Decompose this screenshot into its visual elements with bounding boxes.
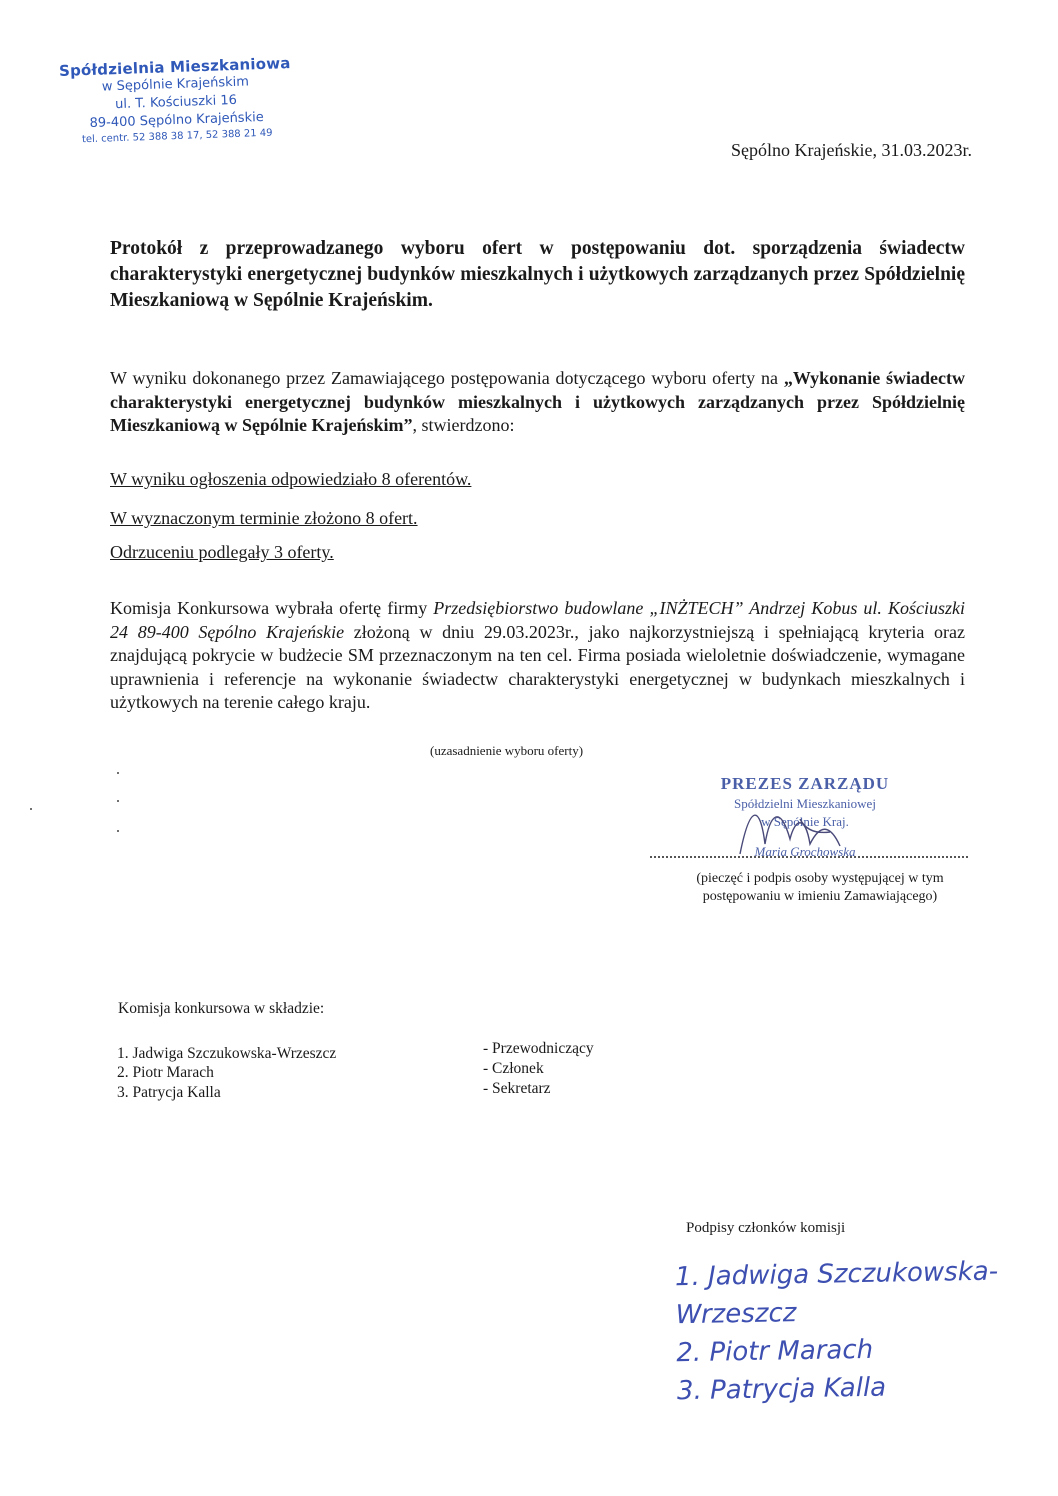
intro-subject: „Wykonanie świadectw charakterystyki energetycznej budynków mieszkalnych i użytkowych zarządzanych przez Spółdzielnię Mieszkaniową w Sępólnie Krajeńskim” xyxy=(110,368,966,435)
stamp-line-4: 89-400 Sępólno Krajeńskie xyxy=(89,109,264,132)
handwritten-signatures xyxy=(675,1252,1048,1410)
committee-member-name: 2. Piotr Marach xyxy=(117,1064,214,1081)
intro-paragraph xyxy=(110,367,965,438)
signature-line xyxy=(650,856,968,858)
margin-mark xyxy=(117,830,119,832)
decision-tail: złożoną w dniu 29.03.2023r., jako najkorzystniejszą i spełniającą kryteria oraz znajdującą pokrycie w budżecie SM przeznaczonym na ten cel. Firma posiada wieloletnie doświadczenie, wymagane uprawnienia i referencje na wykonanie świadectw charakterystyki energetycznej w budynkach mieszkalnych i użytkowych na terenie całego kraju. xyxy=(110,621,965,712)
chairman-signature-scribble xyxy=(710,784,900,864)
committee-member-role: - Sekretarz xyxy=(483,1080,551,1097)
handwritten-signature-3: 3. Patrycja Kalla xyxy=(676,1372,887,1407)
handwritten-signature-2: 2. Piotr Marach xyxy=(676,1334,874,1369)
handwritten-signature-1: 1. Jadwiga Szczukowska-Wrzeszcz xyxy=(674,1256,999,1331)
chairman-stamp-org: Spółdzielni Mieszkaniowej xyxy=(734,796,876,811)
justification-label: (uzasadnienie wyboru oferty) xyxy=(430,743,584,758)
intro-lead: W wyniku dokonanego przez Zamawiającego postępowania dotyczącego wyboru oferty na xyxy=(110,368,778,388)
stamp-line-5: tel. centr. 52 388 38 17, 52 388 21 49 xyxy=(81,127,273,146)
chairman-stamp-name: Maria Grochowska xyxy=(754,844,856,859)
chairman-stamp-location: w Sępólnie Kraj. xyxy=(761,814,849,829)
committee-member-role: - Członek xyxy=(483,1060,544,1077)
cooperative-stamp xyxy=(55,54,298,148)
finding-2: W wyznaczonym terminie złożono 8 ofert. xyxy=(110,508,418,528)
intro-tail: , stwierdzono: xyxy=(412,415,515,435)
decision-lead: Komisja Konkursowa wybrała ofertę firmy xyxy=(110,598,434,618)
signature-caption-line-1: (pieczęć i podpis osoby występującej w tym xyxy=(696,871,944,886)
document-date: Sępólno Krajeńskie, 31.03.2023r. xyxy=(731,140,972,160)
chairman-stamp xyxy=(690,774,920,860)
stamp-line-1: Spółdzielnia Mieszkaniowa xyxy=(58,53,291,81)
margin-mark xyxy=(117,800,119,802)
margin-mark xyxy=(117,772,119,774)
committee-member-name: 1. Jadwiga Szczukowska-Wrzeszcz xyxy=(117,1045,337,1062)
finding-3: Odrzuceniu podlegały 3 oferty. xyxy=(110,542,334,562)
committee-member-name: 3. Patrycja Kalla xyxy=(117,1084,221,1101)
finding-1: W wyniku ogłoszenia odpowiedziało 8 oferentów. xyxy=(110,469,472,489)
margin-mark xyxy=(30,808,32,810)
stamp-line-2: w Sępólnie Krajeńskim xyxy=(101,74,250,95)
decision-paragraph xyxy=(110,597,965,715)
signatures-heading: Podpisy członków komisji xyxy=(686,1220,846,1236)
stamp-line-3: ul. T. Kościuszki 16 xyxy=(114,92,238,113)
document-title: Protokół z przeprowadzanego wyboru ofert w postępowaniu dot. sporządzenia świadectw charakterystyki energetycznej budynków mieszkalnych i użytkowych zarządzanych przez Spółdzielnię Mieszkaniową w Sępólnie Krajeńskim. xyxy=(110,238,965,311)
signature-caption xyxy=(660,870,980,906)
committee-member-role: - Przewodniczący xyxy=(483,1040,594,1057)
chairman-stamp-title: PREZES ZARZĄDU xyxy=(720,774,890,793)
committee-heading: Komisja konkursowa w składzie: xyxy=(118,1000,325,1017)
selected-company: Przedsiębiorstwo budowlane „INŻTECH” Andrzej Kobus ul. Kościuszki 24 89-400 Sępólno Krajeńskie xyxy=(110,598,965,642)
signature-caption-line-2: postępowaniu w imieniu Zamawiającego) xyxy=(702,889,938,904)
